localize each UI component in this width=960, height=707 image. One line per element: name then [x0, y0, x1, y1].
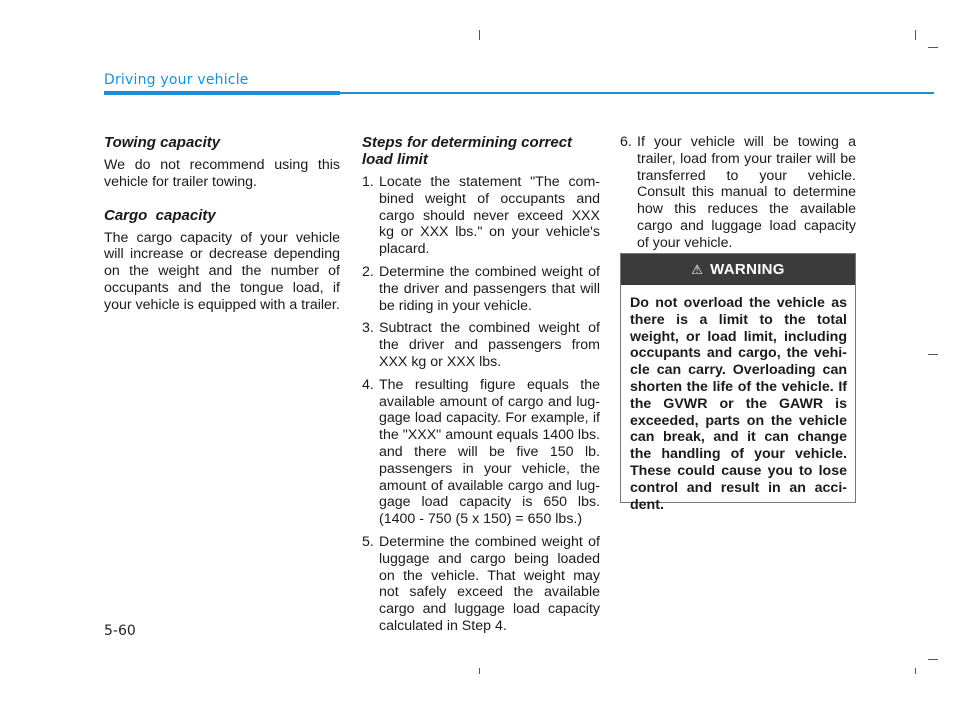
step-number: 2. [362, 263, 374, 280]
column-right [620, 134, 856, 258]
step-number: 5. [362, 533, 374, 550]
towing-capacity-heading: Towing capacity [104, 134, 221, 151]
step-number: 3. [362, 320, 374, 337]
crop-mark [915, 30, 916, 40]
crop-mark [915, 668, 916, 674]
load-limit-steps-continued [620, 134, 856, 252]
load-limit-heading: Steps for determining correct load limit [362, 134, 573, 168]
header-bar [104, 91, 340, 95]
step-text: Locate the statement "The combined weight of occupants and cargo should never exceed XXX kg or XXX lbs." on your vehicle's placard. [379, 174, 600, 258]
warning-title: WARNING [710, 261, 785, 278]
list-item [362, 320, 600, 370]
step-number: 4. [362, 376, 374, 393]
page-number: 5-60 [104, 623, 136, 639]
step-text: Subtract the combined weight of the driver and passengers from XXX kg or XXX lbs. [379, 320, 600, 370]
load-limit-steps [362, 174, 600, 635]
list-item [620, 134, 856, 252]
step-text: Determine the combined weight of the driver and passengers that will be riding in your vehicle. [379, 263, 600, 314]
header-rule [340, 92, 934, 94]
column-middle [362, 134, 600, 641]
warning-box [620, 253, 856, 513]
section-header: Driving your vehicle [104, 72, 249, 88]
list-item [362, 264, 600, 314]
list-item [362, 534, 600, 635]
step-text: If your vehicle will be towing a trailer, load from your trailer will be transferred to your vehicle. Consult this manual to determine how this reduces the available cargo and luggage load capacity of your vehicle. [637, 134, 856, 251]
crop-mark [928, 47, 938, 48]
step-number: 6. [620, 134, 632, 150]
towing-capacity-text: We do not recommend using this vehicle for trailer towing. [104, 157, 340, 190]
crop-mark [479, 668, 480, 674]
list-item [362, 377, 600, 528]
warning-header [621, 254, 855, 285]
cargo-capacity-text: The cargo capacity of your vehicle will increase or decrease depending on the weight and the number of occupants and the tongue load, if your vehicle is equipped with a trailer. [104, 229, 340, 313]
step-text: The resulting figure equals the available amount of cargo and luggage load capacity. For example, if the "XXX" amount equals 1400 lbs. and there will be five 150 lb. passengers in your vehicle, the amount of available cargo and luggage load capacity is 650 lbs. (1400 - 750 (5 x 150) = 650 lbs.) [379, 376, 600, 528]
crop-mark [928, 354, 938, 355]
step-number: 1. [362, 174, 374, 190]
column-left [104, 134, 340, 330]
crop-mark [479, 30, 480, 40]
list-item [362, 174, 600, 258]
warning-text: Do not overload the vehicle as there is a limit to the total weight, or load limit, including occupants and cargo, the vehicle can carry. Overloading can shorten the life of the vehicle. If the GVWR or the GAWR is exceeded, parts on the vehicle can break, and it can change the handling of your vehicle. These could cause you to lose control and result in an accident. [630, 295, 847, 513]
crop-mark [928, 659, 938, 660]
step-text: Determine the combined weight of luggage and cargo being loaded on the vehicle. That weight may not safely exceed the available cargo and luggage load capacity calculated in Step 4. [379, 533, 600, 634]
cargo-capacity-heading: Cargo capacity [104, 206, 216, 224]
warning-triangle-icon: ⚠ [691, 261, 704, 277]
